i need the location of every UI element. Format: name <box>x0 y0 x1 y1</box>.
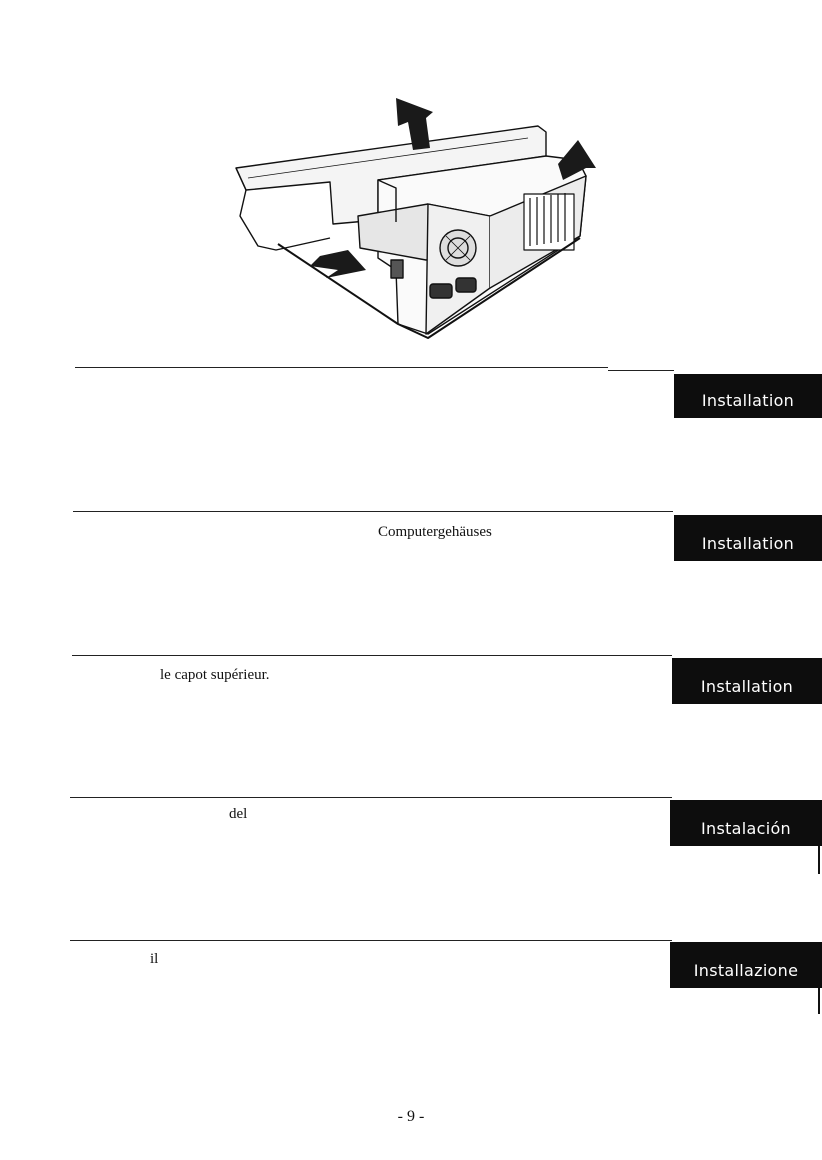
section-rule <box>72 655 672 656</box>
section-text-fragment: del <box>229 806 248 822</box>
section-rule <box>70 797 672 798</box>
language-tab-french: Installation <box>672 658 822 704</box>
section-rule <box>70 940 672 941</box>
language-tab-german: Installation <box>674 515 822 561</box>
section-rule <box>75 367 608 368</box>
section-text-fragment: Computergehäuses <box>378 524 492 540</box>
section-text-fragment: le capot supérieur. <box>160 667 270 683</box>
language-tab-english: Installation <box>674 374 822 418</box>
section-text-fragment: il <box>150 951 159 967</box>
language-tab-spanish: Instalación <box>670 800 822 846</box>
page-number: - 9 - <box>397 1108 425 1125</box>
language-tab-italian: Installazione <box>670 942 822 988</box>
section-rule <box>608 370 674 371</box>
section-rule <box>73 511 673 512</box>
margin-mark <box>818 988 820 1014</box>
computer-case-illustration <box>228 98 600 343</box>
margin-mark <box>818 846 820 874</box>
